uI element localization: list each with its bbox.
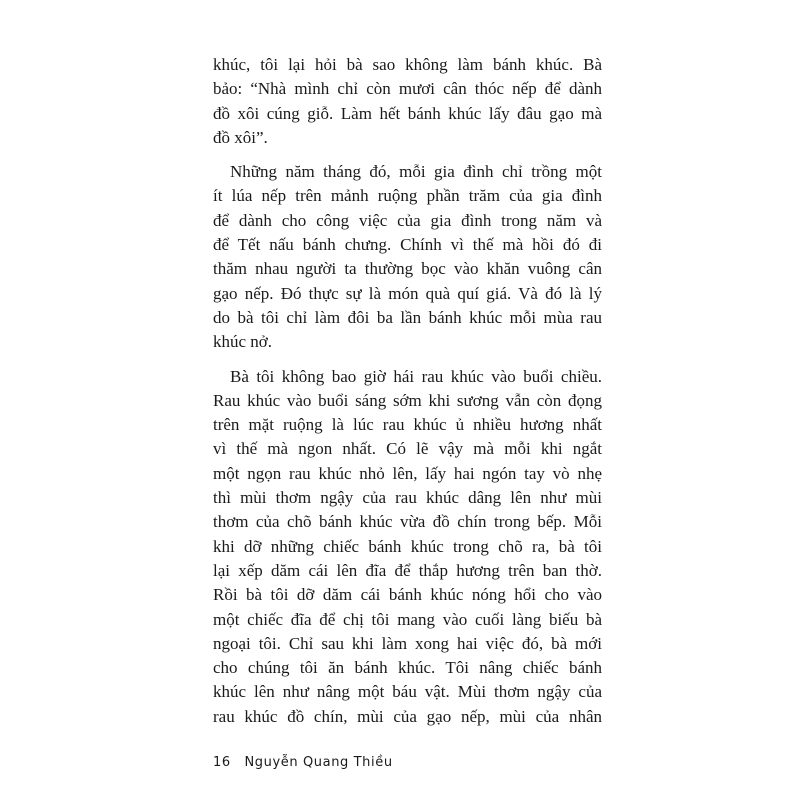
text-line: đồ xôi cúng giỗ. Làm hết bánh khúc lấy đâu gạo mà bbox=[213, 103, 602, 123]
text-line: thơm của chõ bánh khúc vừa đồ chín trong bếp. Mỗi bbox=[213, 512, 602, 532]
text-line: Rồi bà tôi dỡ dăm cái bánh khúc nóng hổi cho vào bbox=[213, 585, 602, 605]
text-line: vì thế mà ngon nhất. Có lẽ vậy mà mỗi khi ngắt bbox=[213, 439, 602, 459]
text-line: một ngọn rau khúc nhỏ lên, lấy hai ngón tay vò nhẹ bbox=[213, 463, 602, 483]
text-line: Những năm tháng đó, mỗi gia đình chỉ trồng một bbox=[230, 162, 602, 182]
text-line: trên mặt ruộng là lúc rau khúc ủ nhiều hương nhất bbox=[213, 415, 602, 435]
text-line: do bà tôi chỉ làm đôi ba lần bánh khúc mỗi mùa rau bbox=[213, 307, 602, 327]
text-line: Bà tôi không bao giờ hái rau khúc vào buổi chiều. bbox=[230, 366, 602, 386]
page-footer bbox=[213, 755, 393, 770]
text-line: ngoại tôi. Chỉ sau khi làm xong hai việc đó, bà mới bbox=[213, 633, 602, 653]
text-line: gạo nếp. Đó thực sự là món quà quí giá. Và đó là lý bbox=[213, 283, 602, 303]
text-line: Rau khúc vào buổi sáng sớm khi sương vẫn còn đọng bbox=[213, 390, 602, 410]
paragraph bbox=[213, 53, 602, 150]
text-line: khúc lên như nâng một báu vật. Mùi thơm ngậy của bbox=[213, 682, 602, 702]
text-line: thì mùi thơm ngậy của rau khúc dâng lên như mùi bbox=[213, 488, 602, 508]
text-line: rau khúc đồ chín, mùi của gạo nếp, mùi của nhân bbox=[213, 706, 602, 726]
text-line: lại xếp dăm cái lên đĩa để thắp hương trên ban thờ. bbox=[213, 560, 602, 580]
paragraph bbox=[213, 365, 602, 729]
text-line: bảo: “Nhà mình chỉ còn mươi cân thóc nếp để dành bbox=[213, 79, 602, 99]
text-line: đồ xôi”. bbox=[213, 127, 268, 147]
page-number: 16 bbox=[213, 755, 231, 770]
paragraph bbox=[213, 160, 602, 354]
text-line: để Tết nấu bánh chưng. Chính vì thế mà hồi đó đi bbox=[213, 235, 602, 255]
text-line: cho chúng tôi ăn bánh khúc. Tôi nâng chiếc bánh bbox=[213, 658, 602, 678]
text-line: khi dỡ những chiếc bánh khúc trong chõ ra, bà tôi bbox=[213, 536, 602, 556]
text-line: một chiếc đĩa để chị tôi mang vào cuối làng biếu bà bbox=[213, 609, 602, 629]
text-line: thăm nhau người ta thường bọc vào khăn vuông cân bbox=[213, 259, 602, 279]
text-line: để dành cho công việc của gia đình trong năm và bbox=[213, 210, 602, 230]
author-name: Nguyễn Quang Thiều bbox=[244, 755, 393, 770]
text-line: khúc, tôi lại hỏi bà sao không làm bánh khúc. Bà bbox=[213, 55, 602, 74]
text-line: ít lúa nếp trên mảnh ruộng phần trăm của gia đình bbox=[213, 186, 602, 206]
text-line: khúc nở. bbox=[213, 332, 273, 352]
body-text bbox=[213, 53, 602, 729]
